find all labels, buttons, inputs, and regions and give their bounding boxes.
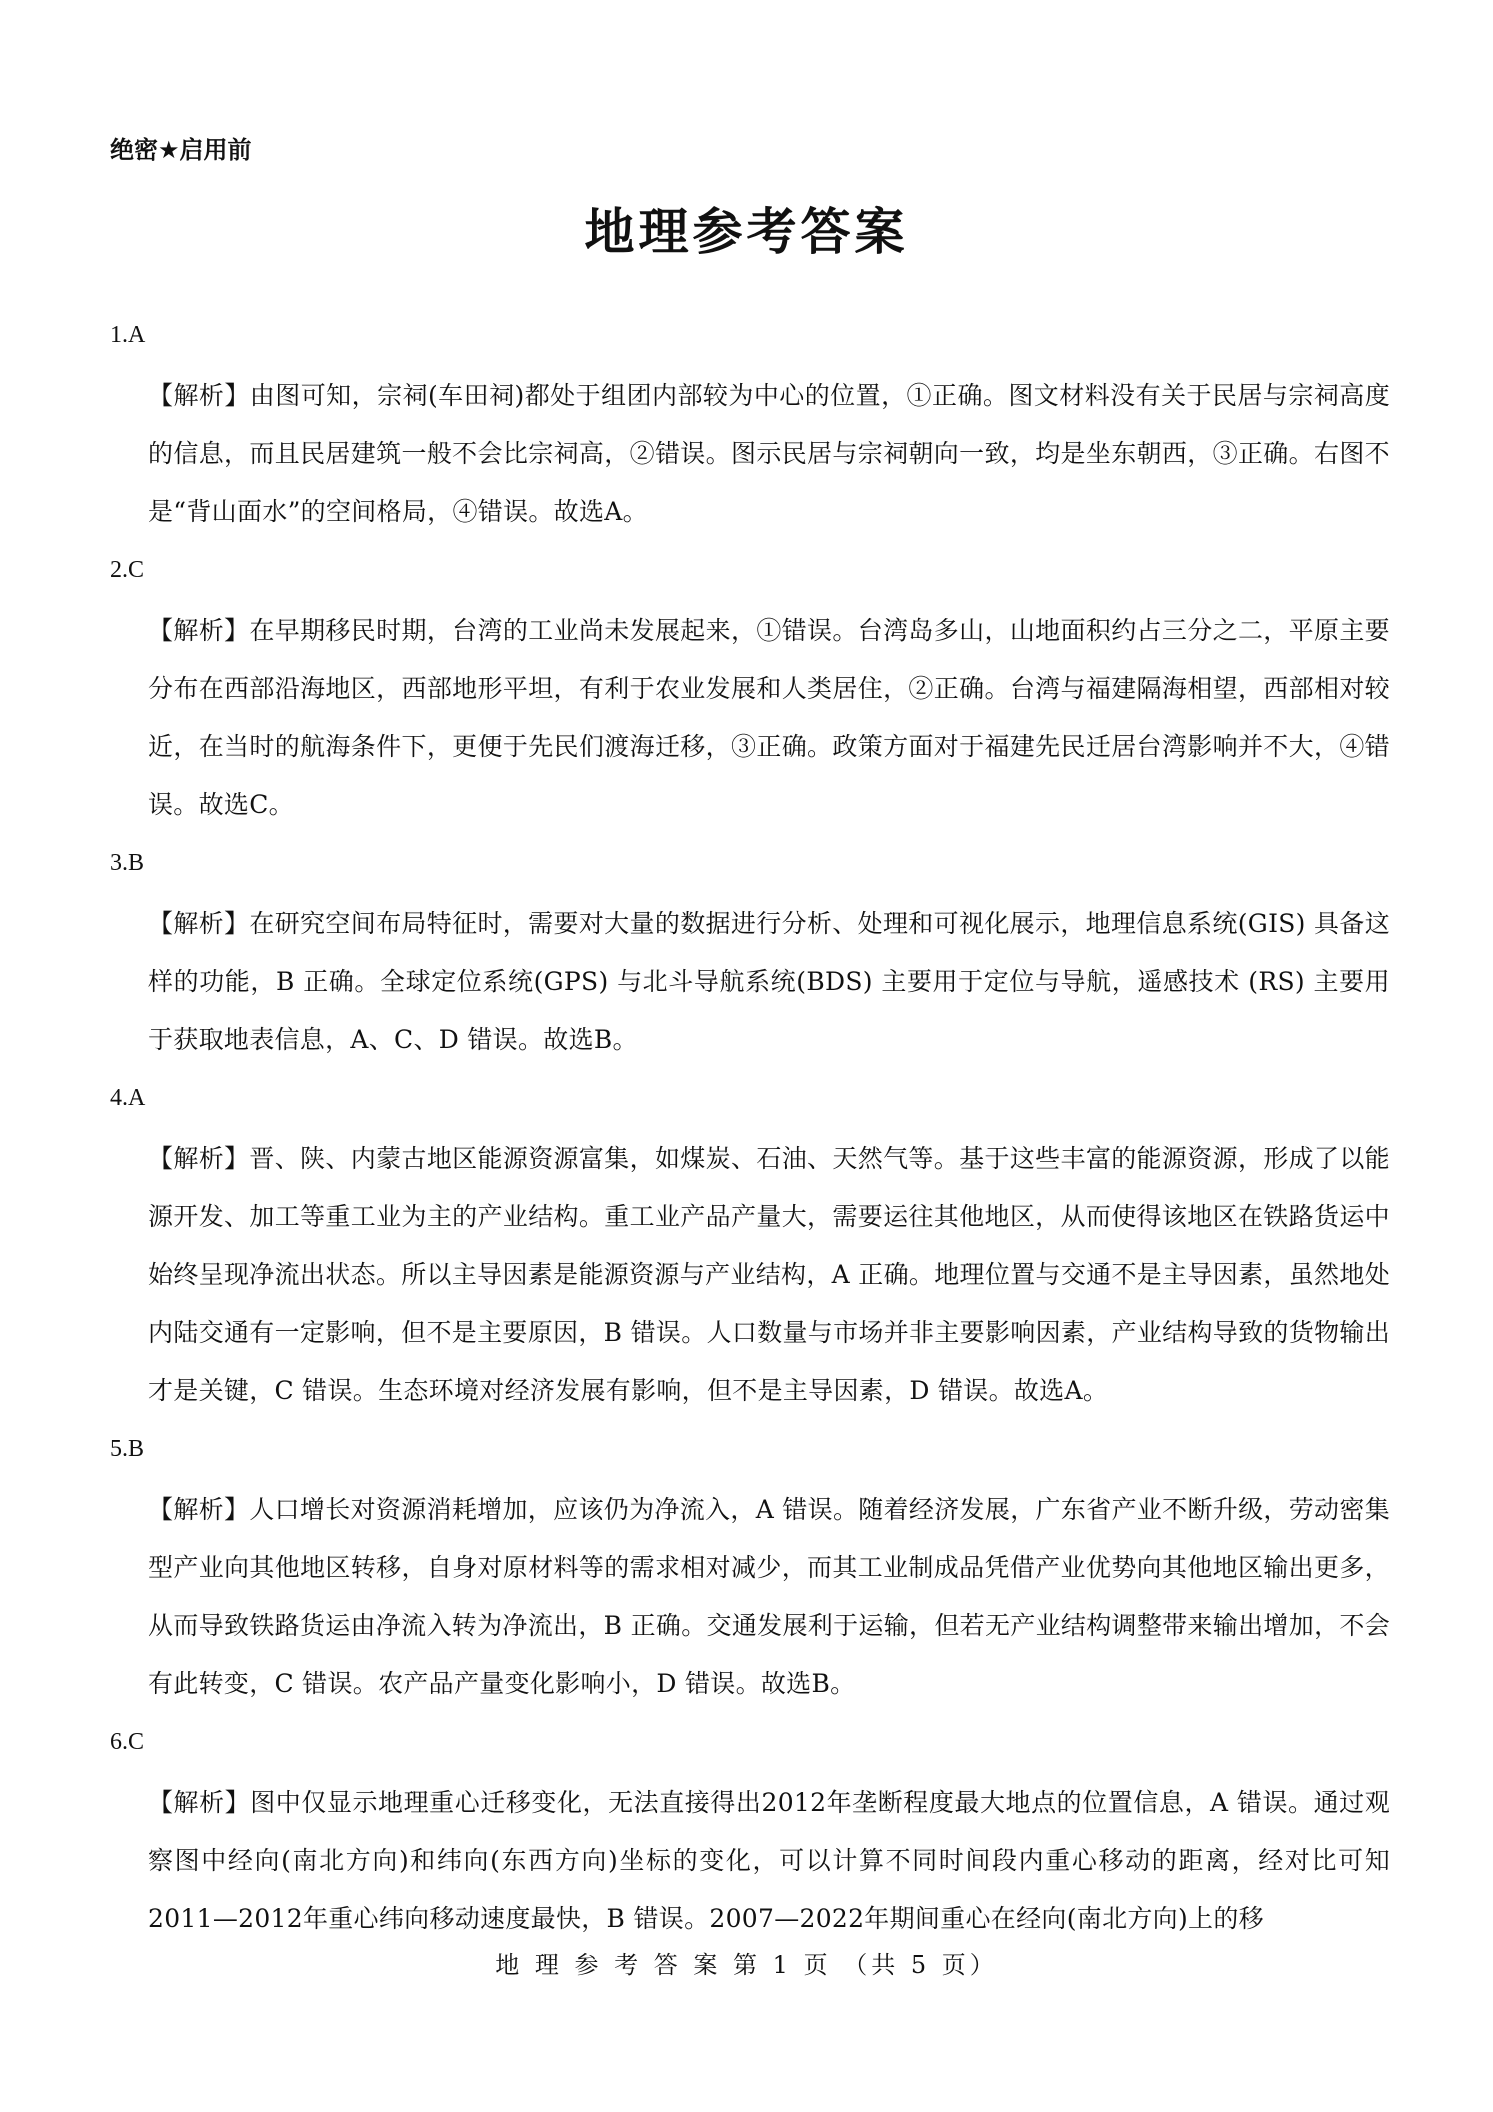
answer-list [110,322,1390,1964]
answer-number: 3.B [110,850,145,876]
page-title: 地理参考答案 [584,203,909,261]
answer-explanation: 【解析】在研究空间布局特征时，需要对大量的数据进行分析、处理和可视化展示，地理信息系统(GIS) 具备这样的功能，B 正确。全球定位系统(GPS) 与北斗导航系统(BDS) 主要用于定位与导航，遥感技术 (RS) 主要用于获取地表信息，A、C、D 错误。故选B。 [148,909,1390,1054]
answer-item-2 [110,557,1390,834]
answer-explanation: 【解析】晋、陕、内蒙古地区能源资源富集，如煤炭、石油、天然气等。基于这些丰富的能源资源，形成了以能源开发、加工等重工业为主的产业结构。重工业产品产量大，需要运往其他地区，从而使得该地区在铁路货运中始终呈现净流出状态。所以主导因素是能源资源与产业结构，A 正确。地理位置与交通不是主导因素，虽然地处内陆交通有一定影响，但不是主要原因，B 错误。人口数量与市场并非主要影响因素，产业结构导致的货物输出才是关键，C 错误。生态环境对经济发展有影响，但不是主导因素，D 错误。故选A。 [148,1144,1390,1405]
answer-number: 6.C [110,1729,145,1755]
answer-number: 4.A [110,1085,146,1111]
answer-explanation: 【解析】人口增长对资源消耗增加，应该仍为净流入，A 错误。随着经济发展，广东省产业不断升级，劳动密集型产业向其他地区转移，自身对原材料等的需求相对减少，而其工业制成品凭借产业优势向其他地区输出更多，从而导致铁路货运由净流入转为净流出，B 正确。交通发展利于运输，但若无产业结构调整带来输出增加，不会有此转变，C 错误。农产品产量变化影响小，D 错误。故选B。 [148,1495,1390,1698]
answer-number: 5.B [110,1436,145,1462]
answer-item-1 [110,322,1390,541]
answer-item-4 [110,1085,1390,1420]
confidential-label: 绝密★启用前 [110,136,252,164]
answer-item-6 [110,1729,1390,1948]
answer-number: 2.C [110,557,145,583]
answer-item-5 [110,1436,1390,1713]
page-footer: 地 理 参 考 答 案 第 1 页 （共 5 页） [495,1951,998,1979]
answer-item-3 [110,850,1390,1069]
answer-explanation: 【解析】图中仅显示地理重心迁移变化，无法直接得出2012年垄断程度最大地点的位置信息，A 错误。通过观察图中经向(南北方向)和纬向(东西方向)坐标的变化，可以计算不同时间段内重心移动的距离，经对比可知2011—2012年重心纬向移动速度最快，B 错误。2007—2022年期间重心在经向(南北方向)上的移 [148,1788,1390,1933]
answer-explanation: 【解析】由图可知，宗祠(车田祠)都处于组团内部较为中心的位置，①正确。图文材料没有关于民居与宗祠高度的信息，而且民居建筑一般不会比宗祠高，②错误。图示民居与宗祠朝向一致，均是坐东朝西，③正确。右图不是“背山面水”的空间格局，④错误。故选A。 [148,381,1390,526]
answer-number: 1.A [110,322,146,348]
answer-explanation: 【解析】在早期移民时期，台湾的工业尚未发展起来，①错误。台湾岛多山，山地面积约占三分之二，平原主要分布在西部沿海地区，西部地形平坦，有利于农业发展和人类居住，②正确。台湾与福建隔海相望，西部相对较近，在当时的航海条件下，更便于先民们渡海迁移，③正确。政策方面对于福建先民迁居台湾影响并不大，④错误。故选C。 [148,616,1390,819]
